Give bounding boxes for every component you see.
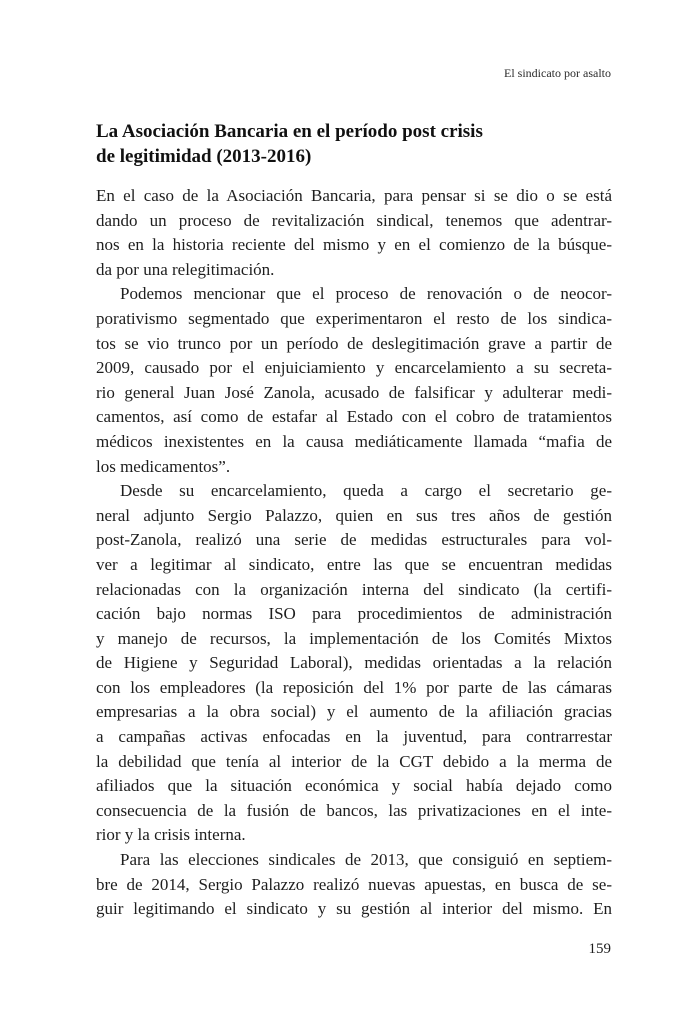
text-line: neral adjunto Sergio Palazzo, quien en sus tres años de gestión: [96, 505, 612, 525]
text-line: Podemos mencionar que el proceso de renovación o de neocor-: [120, 284, 612, 304]
text-line: guir legitimando el sindicato y su gestión al interior del mismo. En: [96, 899, 612, 919]
text-line: Para las elecciones sindicales de 2013, que consiguió en septiem-: [120, 850, 612, 870]
text-line: bre de 2014, Sergio Palazzo realizó nuevas apuestas, en busca de se-: [96, 874, 612, 894]
text-line: consecuencia de la fusión de bancos, las privatizaciones en el inte-: [96, 800, 612, 820]
text-line: post-Zanola, realizó una serie de medidas estructurales para vol-: [96, 530, 612, 550]
page-number: 159: [588, 941, 611, 957]
text-line: afiliados que la situación económica y social había dejado como: [96, 776, 612, 796]
text-line: médicos inexistentes en la causa mediáticamente llamada “mafia de: [96, 431, 612, 451]
text-line: nos en la historia reciente del mismo y en el comienzo de la búsque-: [96, 235, 612, 255]
text-line: porativismo segmentado que experimentaron el resto de los sindica-: [96, 308, 612, 328]
text-line: empresarias a la obra social) y el aumento de la afiliación gracias: [96, 702, 612, 722]
text-line: a campañas activas enfocadas en la juventud, para contrarrestar: [96, 727, 612, 747]
running-head: El sindicato por asalto: [504, 66, 611, 80]
text-line: de Higiene y Seguridad Laboral), medidas orientadas a la relación: [96, 653, 612, 673]
text-line: 2009, causado por el enjuiciamiento y encarcelamiento a su secreta-: [96, 358, 612, 378]
text-line: la debilidad que tenía al interior de la CGT debido a la merma de: [96, 751, 612, 771]
section-title-line: La Asociación Bancaria en el período post crisis: [96, 121, 483, 142]
section-title: [96, 119, 483, 169]
text-line: cación bajo normas ISO para procedimientos de administración: [96, 604, 612, 624]
text-line: dando un proceso de revitalización sindical, tenemos que adentrar-: [96, 210, 612, 230]
text-line: ver a legitimar al sindicato, entre las que se encuentran medidas: [96, 554, 612, 574]
section-title-line: de legitimidad (2013-2016): [96, 146, 312, 167]
text-line: Desde su encarcelamiento, queda a cargo el secretario ge-: [120, 481, 612, 501]
text-line: tos se vio trunco por un período de deslegitimación grave a partir de: [96, 333, 612, 353]
text-line: camentos, así como de estafar al Estado con el cobro de tratamientos: [96, 407, 612, 427]
paragraph: [96, 282, 612, 479]
text-line: da por una relegitimación.: [96, 259, 275, 279]
paragraph: [96, 184, 612, 282]
body-text: [96, 184, 612, 922]
text-line: los medicamentos”.: [96, 456, 231, 476]
text-line: y manejo de recursos, la implementación de los Comités Mixtos: [96, 628, 612, 648]
paragraph: [96, 479, 612, 848]
text-line: rior y la crisis interna.: [96, 825, 246, 845]
text-line: con los empleadores (la reposición del 1% por parte de las cámaras: [96, 677, 612, 697]
text-line: En el caso de la Asociación Bancaria, para pensar si se dio o se está: [96, 186, 612, 205]
paragraph: [96, 848, 612, 922]
text-line: rio general Juan José Zanola, acusado de falsificar y adulterar medi-: [96, 382, 612, 402]
text-line: relacionadas con la organización interna del sindicato (la certifi-: [96, 579, 612, 599]
